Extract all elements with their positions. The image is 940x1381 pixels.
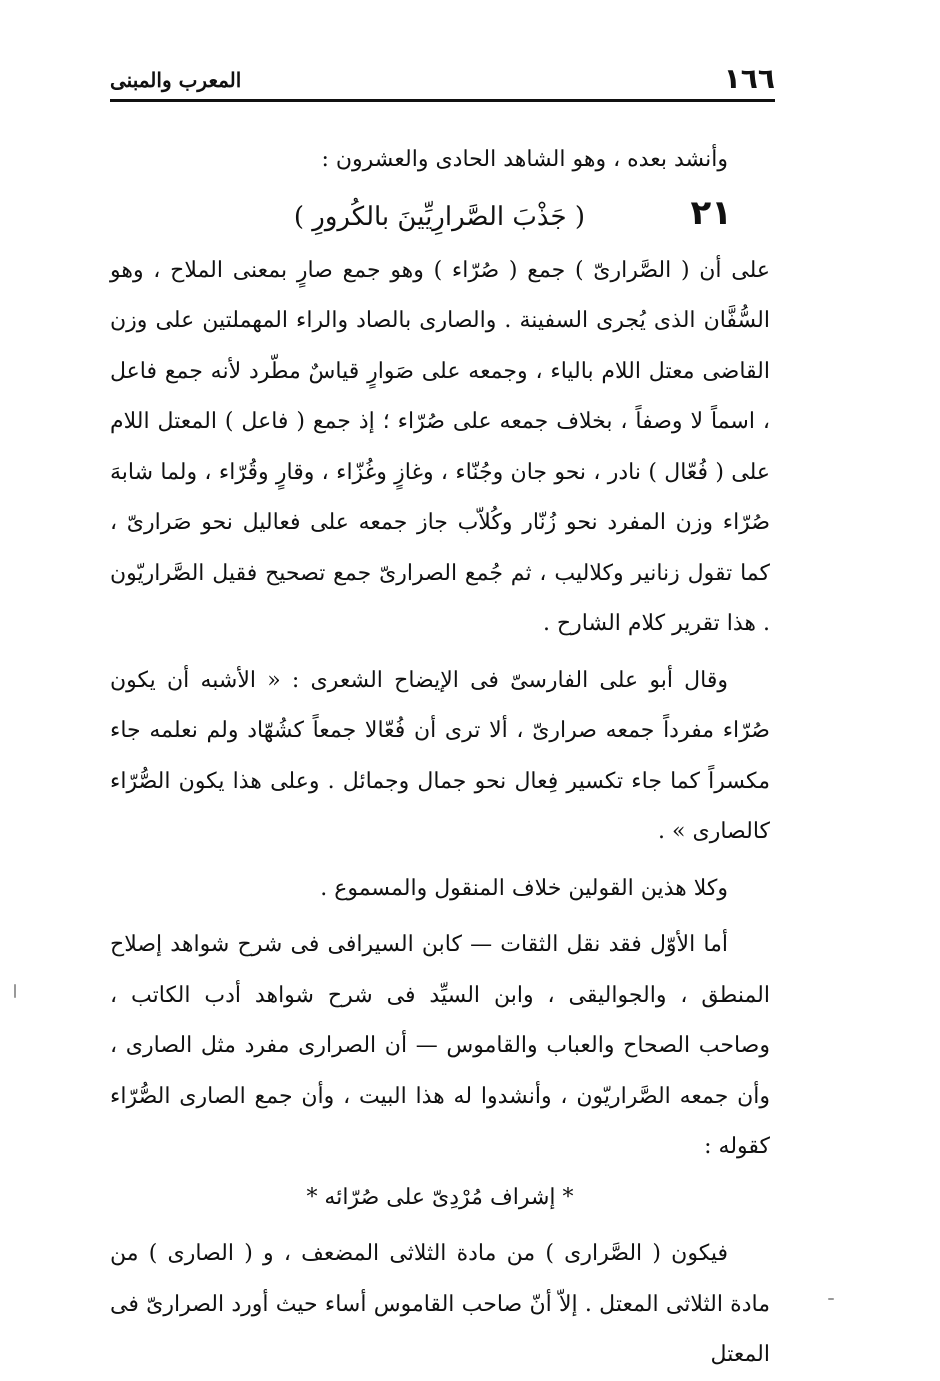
paragraph-2: وقال أبو على الفارسىّ فى الإيضاح الشعرى : « الأشبه أن يكون صُرّاء مفرداً جمعه صرارىّ ، ألا ترى أن فُعّالا جمعاً كشُهّاد ولم نعلمه جاء مكسراً كما جاء تكسير فِعال نحو جمال وجمائل . وعلى هذا يكون الصُّرّاء كالصارى » . (110, 667, 770, 844)
page-number: ١٦٦ (723, 62, 775, 95)
paragraph-1: على أن ( الصَّرارىّ ) جمع ( صُرّاء ) وهو جمع صارٍ بمعنى الملاح ، وهو السُّفَّان الذى يُجرى السفينة . والصارى بالصاد والراء المهملتين على وزن القاضى معتل اللام بالياء ، وجمعه على صَوارٍ قياسٌ مطّرد لأنه جمع فاعل ، اسماً لا وصفاً ، بخلاف جمعه على صُرّاء ؛ إذ جمع ( فاعل ) المعتل اللام على ( فُعّال ) نادر ، نحو جان وجُنّاء ، وغازٍ وغُزّاء ، وقارٍ وقُرّاء ، ولما شابهَ صُرّاء وزن المفرد نحو زُنّار وكُلاّب جاز جمعه على فعاليل نحو صَرارىّ ، كما تقول زنانير وكلاليب ، ثم جُمع الصرارىّ جمع تصحيح فقيل الصَّراريّون . هذا تقرير كلام الشارح . (110, 257, 770, 636)
verse-number: ٢١ (690, 192, 732, 233)
running-head (110, 62, 775, 102)
verse-text: ( جَذْبَ الصَّرارِيِّينَ بالكُرورِ ) (293, 201, 585, 232)
verse-line (110, 184, 770, 246)
scan-speck (828, 1298, 834, 1300)
book-title: المعرب والمبنى (110, 68, 242, 92)
paragraph-4: أما الأوّل فقد نقل الثقات — كابن السيرافى فى شرح شواهد إصلاح المنطق ، والجواليقى ، وابن السيِّد فى شرح شواهد أدب الكاتب ، وصاحب الصحاح والعباب والقاموس — أن الصرارى مفرد مثل الصارى ، وأن جمعه الصَّراريّون ، وأنشدوا له هذا البيت ، وأن جمع الصارى الصُّرّاء كقوله : (110, 932, 770, 1159)
page-body (110, 135, 770, 1381)
scan-speck (14, 984, 16, 998)
paragraph-3: وكلا هذين القولين خلاف المنقول والمسموع . (320, 875, 728, 901)
header-rule (110, 99, 775, 102)
paragraph-5: فيكون ( الصَّرارى ) من مادة الثلاثى المضعف ، و ( الصارى ) من مادة الثلاثى المعتل . إلاّ أنّ صاحب القاموس أساء حيث أورد الصرارىّ فى المعتل (110, 1241, 770, 1367)
quoted-verse: * إشراف مُرْدِىّ على صُرّائه * (306, 1184, 574, 1210)
intro-line: وأنشد بعده ، وهو الشاهد الحادى والعشرون : (321, 147, 728, 172)
